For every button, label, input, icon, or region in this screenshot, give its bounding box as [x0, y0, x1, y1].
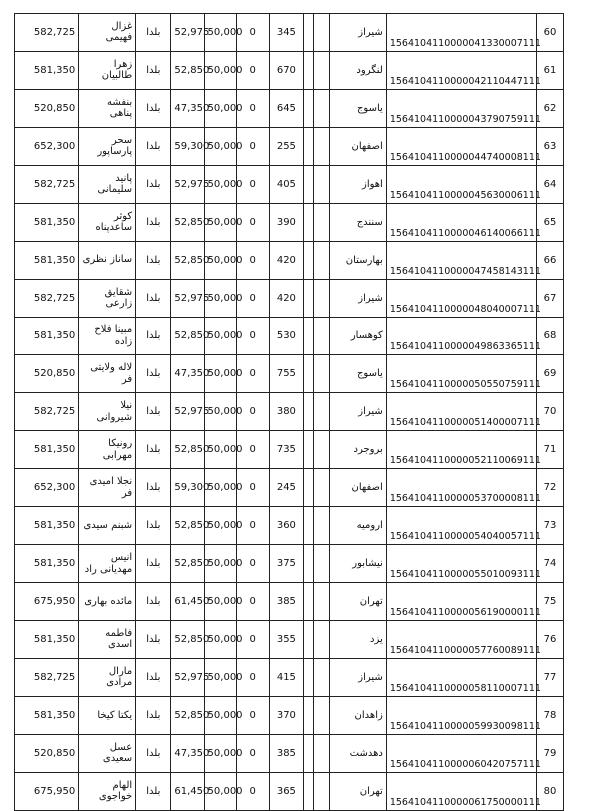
table-row	[15, 431, 564, 469]
code-cell: 365	[269, 772, 303, 810]
city-cell: زاهدان	[329, 696, 386, 734]
fee-cell: 61,450	[171, 583, 204, 621]
reference-number-cell: 1564104110000058110007111	[386, 658, 536, 696]
empty-cell	[314, 772, 330, 810]
table-row	[15, 583, 564, 621]
zero-value-cell: 0	[236, 51, 269, 89]
status-cell: بلدا	[136, 583, 171, 621]
base-amount-cell: 50,000	[204, 355, 236, 393]
empty-cell	[303, 772, 313, 810]
row-number-cell: 75	[537, 583, 564, 621]
city-cell: ارومیه	[329, 507, 386, 545]
total-amount-cell: 581,350	[15, 203, 79, 241]
table-row	[15, 127, 564, 165]
reference-number-cell: 1564104110000048040007111	[386, 279, 536, 317]
total-amount-cell: 582,725	[15, 14, 79, 52]
fee-cell: 52,850	[171, 431, 204, 469]
base-amount-cell: 50,000	[204, 127, 236, 165]
base-amount-cell: 50,000	[204, 431, 236, 469]
fee-cell: 52,975	[171, 658, 204, 696]
empty-cell	[314, 89, 330, 127]
table-row	[15, 545, 564, 583]
table-row	[15, 658, 564, 696]
table-row	[15, 203, 564, 241]
empty-cell	[314, 696, 330, 734]
fee-cell: 61,450	[171, 772, 204, 810]
row-number-cell: 66	[537, 241, 564, 279]
empty-cell	[303, 545, 313, 583]
zero-value-cell: 0	[236, 621, 269, 659]
empty-cell	[303, 127, 313, 165]
person-name-cell: مائده بهاری	[79, 583, 136, 621]
code-cell: 245	[269, 469, 303, 507]
reference-number-cell: 1564104110000050550759111	[386, 355, 536, 393]
status-cell: بلدا	[136, 241, 171, 279]
status-cell: بلدا	[136, 621, 171, 659]
code-cell: 385	[269, 734, 303, 772]
zero-value-cell: 0	[236, 203, 269, 241]
empty-cell	[314, 317, 330, 355]
table-row	[15, 507, 564, 545]
reference-number-cell: 1564104110000061750000111	[386, 772, 536, 810]
city-cell: یزد	[329, 621, 386, 659]
table-row	[15, 393, 564, 431]
total-amount-cell: 581,350	[15, 507, 79, 545]
fee-cell: 52,850	[171, 203, 204, 241]
code-cell: 415	[269, 658, 303, 696]
total-amount-cell: 582,725	[15, 393, 79, 431]
empty-cell	[314, 127, 330, 165]
total-amount-cell: 652,300	[15, 127, 79, 165]
person-name-cell: عسل سعیدی	[79, 734, 136, 772]
code-cell: 420	[269, 241, 303, 279]
total-amount-cell: 581,350	[15, 545, 79, 583]
zero-value-cell: 0	[236, 545, 269, 583]
reference-number-cell: 1564104110000043790759111	[386, 89, 536, 127]
total-amount-cell: 581,350	[15, 431, 79, 469]
city-cell: اهواز	[329, 165, 386, 203]
table-row	[15, 89, 564, 127]
status-cell: بلدا	[136, 317, 171, 355]
empty-cell	[303, 14, 313, 52]
code-cell: 390	[269, 203, 303, 241]
person-name-cell: الهام خواجوی	[79, 772, 136, 810]
empty-cell	[303, 507, 313, 545]
zero-value-cell: 0	[236, 279, 269, 317]
code-cell: 355	[269, 621, 303, 659]
zero-value-cell: 0	[236, 89, 269, 127]
fee-cell: 52,850	[171, 317, 204, 355]
table-row	[15, 317, 564, 355]
code-cell: 735	[269, 431, 303, 469]
person-name-cell: شبنم سیدی	[79, 507, 136, 545]
code-cell: 380	[269, 393, 303, 431]
total-amount-cell: 582,725	[15, 658, 79, 696]
base-amount-cell: 50,000	[204, 393, 236, 431]
city-cell: تهران	[329, 772, 386, 810]
status-cell: بلدا	[136, 14, 171, 52]
city-cell: شیراز	[329, 393, 386, 431]
status-cell: بلدا	[136, 279, 171, 317]
empty-cell	[303, 89, 313, 127]
person-name-cell: نیلا شیروانی	[79, 393, 136, 431]
row-number-cell: 79	[537, 734, 564, 772]
total-amount-cell: 581,350	[15, 317, 79, 355]
city-cell: شیراز	[329, 658, 386, 696]
row-number-cell: 61	[537, 51, 564, 89]
reference-number-cell: 1564104110000047458143111	[386, 241, 536, 279]
city-cell: اصفهان	[329, 469, 386, 507]
code-cell: 360	[269, 507, 303, 545]
fee-cell: 52,975	[171, 393, 204, 431]
zero-value-cell: 0	[236, 469, 269, 507]
status-cell: بلدا	[136, 393, 171, 431]
zero-value-cell: 0	[236, 393, 269, 431]
reference-number-cell: 1564104110000041330007111	[386, 14, 536, 52]
table-row	[15, 734, 564, 772]
fee-cell: 52,850	[171, 621, 204, 659]
table-row	[15, 165, 564, 203]
reference-number-cell: 1564104110000054040057111	[386, 507, 536, 545]
total-amount-cell: 652,300	[15, 469, 79, 507]
fee-cell: 59,300	[171, 127, 204, 165]
status-cell: بلدا	[136, 431, 171, 469]
empty-cell	[303, 621, 313, 659]
reference-number-cell: 1564104110000044740008111	[386, 127, 536, 165]
table-row	[15, 469, 564, 507]
city-cell: بهارستان	[329, 241, 386, 279]
status-cell: بلدا	[136, 89, 171, 127]
row-number-cell: 69	[537, 355, 564, 393]
code-cell: 670	[269, 51, 303, 89]
empty-cell	[303, 279, 313, 317]
empty-cell	[303, 165, 313, 203]
row-number-cell: 67	[537, 279, 564, 317]
zero-value-cell: 0	[236, 772, 269, 810]
total-amount-cell: 675,950	[15, 772, 79, 810]
city-cell: شیراز	[329, 14, 386, 52]
zero-value-cell: 0	[236, 14, 269, 52]
person-name-cell: زهرا طالبیان	[79, 51, 136, 89]
empty-cell	[303, 658, 313, 696]
person-name-cell: ساناز نظری	[79, 241, 136, 279]
empty-cell	[314, 241, 330, 279]
table-row	[15, 279, 564, 317]
fee-cell: 52,975	[171, 165, 204, 203]
empty-cell	[303, 734, 313, 772]
zero-value-cell: 0	[236, 241, 269, 279]
total-amount-cell: 520,850	[15, 355, 79, 393]
empty-cell	[303, 583, 313, 621]
total-amount-cell: 581,350	[15, 51, 79, 89]
person-name-cell: کوثر ساعدپناه	[79, 203, 136, 241]
code-cell: 645	[269, 89, 303, 127]
fee-cell: 52,850	[171, 507, 204, 545]
row-number-cell: 71	[537, 431, 564, 469]
empty-cell	[314, 469, 330, 507]
base-amount-cell: 50,000	[204, 279, 236, 317]
status-cell: بلدا	[136, 51, 171, 89]
row-number-cell: 62	[537, 89, 564, 127]
person-name-cell: بنفشه پناهی	[79, 89, 136, 127]
code-cell: 255	[269, 127, 303, 165]
city-cell: دهدشت	[329, 734, 386, 772]
total-amount-cell: 520,850	[15, 734, 79, 772]
city-cell: شیراز	[329, 279, 386, 317]
total-amount-cell: 581,350	[15, 696, 79, 734]
zero-value-cell: 0	[236, 734, 269, 772]
person-name-cell: شقایق زارعی	[79, 279, 136, 317]
zero-value-cell: 0	[236, 127, 269, 165]
empty-cell	[314, 393, 330, 431]
empty-cell	[314, 355, 330, 393]
status-cell: بلدا	[136, 734, 171, 772]
table-row	[15, 696, 564, 734]
code-cell: 405	[269, 165, 303, 203]
row-number-cell: 73	[537, 507, 564, 545]
row-number-cell: 72	[537, 469, 564, 507]
zero-value-cell: 0	[236, 355, 269, 393]
table-row	[15, 14, 564, 52]
empty-cell	[303, 317, 313, 355]
status-cell: بلدا	[136, 507, 171, 545]
row-number-cell: 74	[537, 545, 564, 583]
status-cell: بلدا	[136, 545, 171, 583]
reference-number-cell: 1564104110000060420757111	[386, 734, 536, 772]
records-table	[14, 13, 564, 811]
base-amount-cell: 50,000	[204, 241, 236, 279]
status-cell: بلدا	[136, 772, 171, 810]
reference-number-cell: 1564104110000051400007111	[386, 393, 536, 431]
city-cell: لنگرود	[329, 51, 386, 89]
status-cell: بلدا	[136, 658, 171, 696]
empty-cell	[314, 658, 330, 696]
total-amount-cell: 581,350	[15, 241, 79, 279]
city-cell: یاسوج	[329, 89, 386, 127]
code-cell: 370	[269, 696, 303, 734]
empty-cell	[303, 355, 313, 393]
person-name-cell: سحر پارساپور	[79, 127, 136, 165]
fee-cell: 47,350	[171, 355, 204, 393]
base-amount-cell: 50,000	[204, 14, 236, 52]
table-row	[15, 621, 564, 659]
total-amount-cell: 675,950	[15, 583, 79, 621]
zero-value-cell: 0	[236, 431, 269, 469]
base-amount-cell: 50,000	[204, 469, 236, 507]
table-row	[15, 355, 564, 393]
fee-cell: 47,350	[171, 734, 204, 772]
base-amount-cell: 50,000	[204, 621, 236, 659]
reference-number-cell: 1564104110000045630006111	[386, 165, 536, 203]
status-cell: بلدا	[136, 469, 171, 507]
base-amount-cell: 50,000	[204, 658, 236, 696]
base-amount-cell: 50,000	[204, 317, 236, 355]
empty-cell	[314, 165, 330, 203]
empty-cell	[314, 507, 330, 545]
base-amount-cell: 50,000	[204, 696, 236, 734]
status-cell: بلدا	[136, 355, 171, 393]
empty-cell	[303, 431, 313, 469]
reference-number-cell: 1564104110000056190000111	[386, 583, 536, 621]
table-row	[15, 51, 564, 89]
code-cell: 755	[269, 355, 303, 393]
reference-number-cell: 1564104110000046140066111	[386, 203, 536, 241]
fee-cell: 52,850	[171, 696, 204, 734]
row-number-cell: 78	[537, 696, 564, 734]
person-name-cell: غزال فهیمی	[79, 14, 136, 52]
reference-number-cell: 1564104110000049863365111	[386, 317, 536, 355]
code-cell: 420	[269, 279, 303, 317]
base-amount-cell: 50,000	[204, 734, 236, 772]
row-number-cell: 63	[537, 127, 564, 165]
fee-cell: 59,300	[171, 469, 204, 507]
fee-cell: 52,975	[171, 14, 204, 52]
base-amount-cell: 50,000	[204, 165, 236, 203]
row-number-cell: 68	[537, 317, 564, 355]
person-name-cell: یکتا کیخا	[79, 696, 136, 734]
reference-number-cell: 1564104110000055010093111	[386, 545, 536, 583]
city-cell: نیشابور	[329, 545, 386, 583]
table-body	[15, 14, 564, 811]
row-number-cell: 80	[537, 772, 564, 810]
person-name-cell: پانید سلیمانی	[79, 165, 136, 203]
fee-cell: 52,850	[171, 241, 204, 279]
zero-value-cell: 0	[236, 317, 269, 355]
code-cell: 375	[269, 545, 303, 583]
zero-value-cell: 0	[236, 165, 269, 203]
person-name-cell: مارال مرادی	[79, 658, 136, 696]
person-name-cell: رونیکا مهرابی	[79, 431, 136, 469]
empty-cell	[314, 734, 330, 772]
empty-cell	[314, 545, 330, 583]
row-number-cell: 76	[537, 621, 564, 659]
base-amount-cell: 50,000	[204, 583, 236, 621]
empty-cell	[303, 241, 313, 279]
row-number-cell: 70	[537, 393, 564, 431]
city-cell: کوهسار	[329, 317, 386, 355]
base-amount-cell: 50,000	[204, 507, 236, 545]
empty-cell	[303, 203, 313, 241]
code-cell: 385	[269, 583, 303, 621]
code-cell: 345	[269, 14, 303, 52]
zero-value-cell: 0	[236, 696, 269, 734]
city-cell: بروجرد	[329, 431, 386, 469]
row-number-cell: 64	[537, 165, 564, 203]
status-cell: بلدا	[136, 203, 171, 241]
person-name-cell: فاطمه اسدی	[79, 621, 136, 659]
zero-value-cell: 0	[236, 507, 269, 545]
zero-value-cell: 0	[236, 583, 269, 621]
status-cell: بلدا	[136, 696, 171, 734]
table-row	[15, 772, 564, 810]
empty-cell	[314, 621, 330, 659]
empty-cell	[314, 14, 330, 52]
person-name-cell: انیس مهدیانی راد	[79, 545, 136, 583]
base-amount-cell: 50,000	[204, 203, 236, 241]
reference-number-cell: 1564104110000059930098111	[386, 696, 536, 734]
empty-cell	[303, 696, 313, 734]
total-amount-cell: 582,725	[15, 279, 79, 317]
fee-cell: 52,850	[171, 545, 204, 583]
person-name-cell: نجلا امیدی فر	[79, 469, 136, 507]
empty-cell	[303, 393, 313, 431]
empty-cell	[314, 431, 330, 469]
base-amount-cell: 50,000	[204, 545, 236, 583]
reference-number-cell: 1564104110000042110447111	[386, 51, 536, 89]
city-cell: اصفهان	[329, 127, 386, 165]
fee-cell: 52,850	[171, 51, 204, 89]
row-number-cell: 65	[537, 203, 564, 241]
code-cell: 530	[269, 317, 303, 355]
base-amount-cell: 50,000	[204, 772, 236, 810]
fee-cell: 47,350	[171, 89, 204, 127]
reference-number-cell: 1564104110000052110069111	[386, 431, 536, 469]
total-amount-cell: 581,350	[15, 621, 79, 659]
city-cell: تهران	[329, 583, 386, 621]
reference-number-cell: 1564104110000053700008111	[386, 469, 536, 507]
person-name-cell: مبینا فلاح زاده	[79, 317, 136, 355]
reference-number-cell: 1564104110000057760089111	[386, 621, 536, 659]
row-number-cell: 77	[537, 658, 564, 696]
table-row	[15, 241, 564, 279]
empty-cell	[314, 279, 330, 317]
empty-cell	[303, 469, 313, 507]
base-amount-cell: 50,000	[204, 51, 236, 89]
zero-value-cell: 0	[236, 658, 269, 696]
row-number-cell: 60	[537, 14, 564, 52]
empty-cell	[314, 51, 330, 89]
city-cell: یاسوج	[329, 355, 386, 393]
status-cell: بلدا	[136, 127, 171, 165]
empty-cell	[314, 583, 330, 621]
total-amount-cell: 582,725	[15, 165, 79, 203]
city-cell: سنندج	[329, 203, 386, 241]
total-amount-cell: 520,850	[15, 89, 79, 127]
fee-cell: 52,975	[171, 279, 204, 317]
status-cell: بلدا	[136, 165, 171, 203]
empty-cell	[303, 51, 313, 89]
person-name-cell: لاله ولایتی فر	[79, 355, 136, 393]
empty-cell	[314, 203, 330, 241]
base-amount-cell: 50,000	[204, 89, 236, 127]
